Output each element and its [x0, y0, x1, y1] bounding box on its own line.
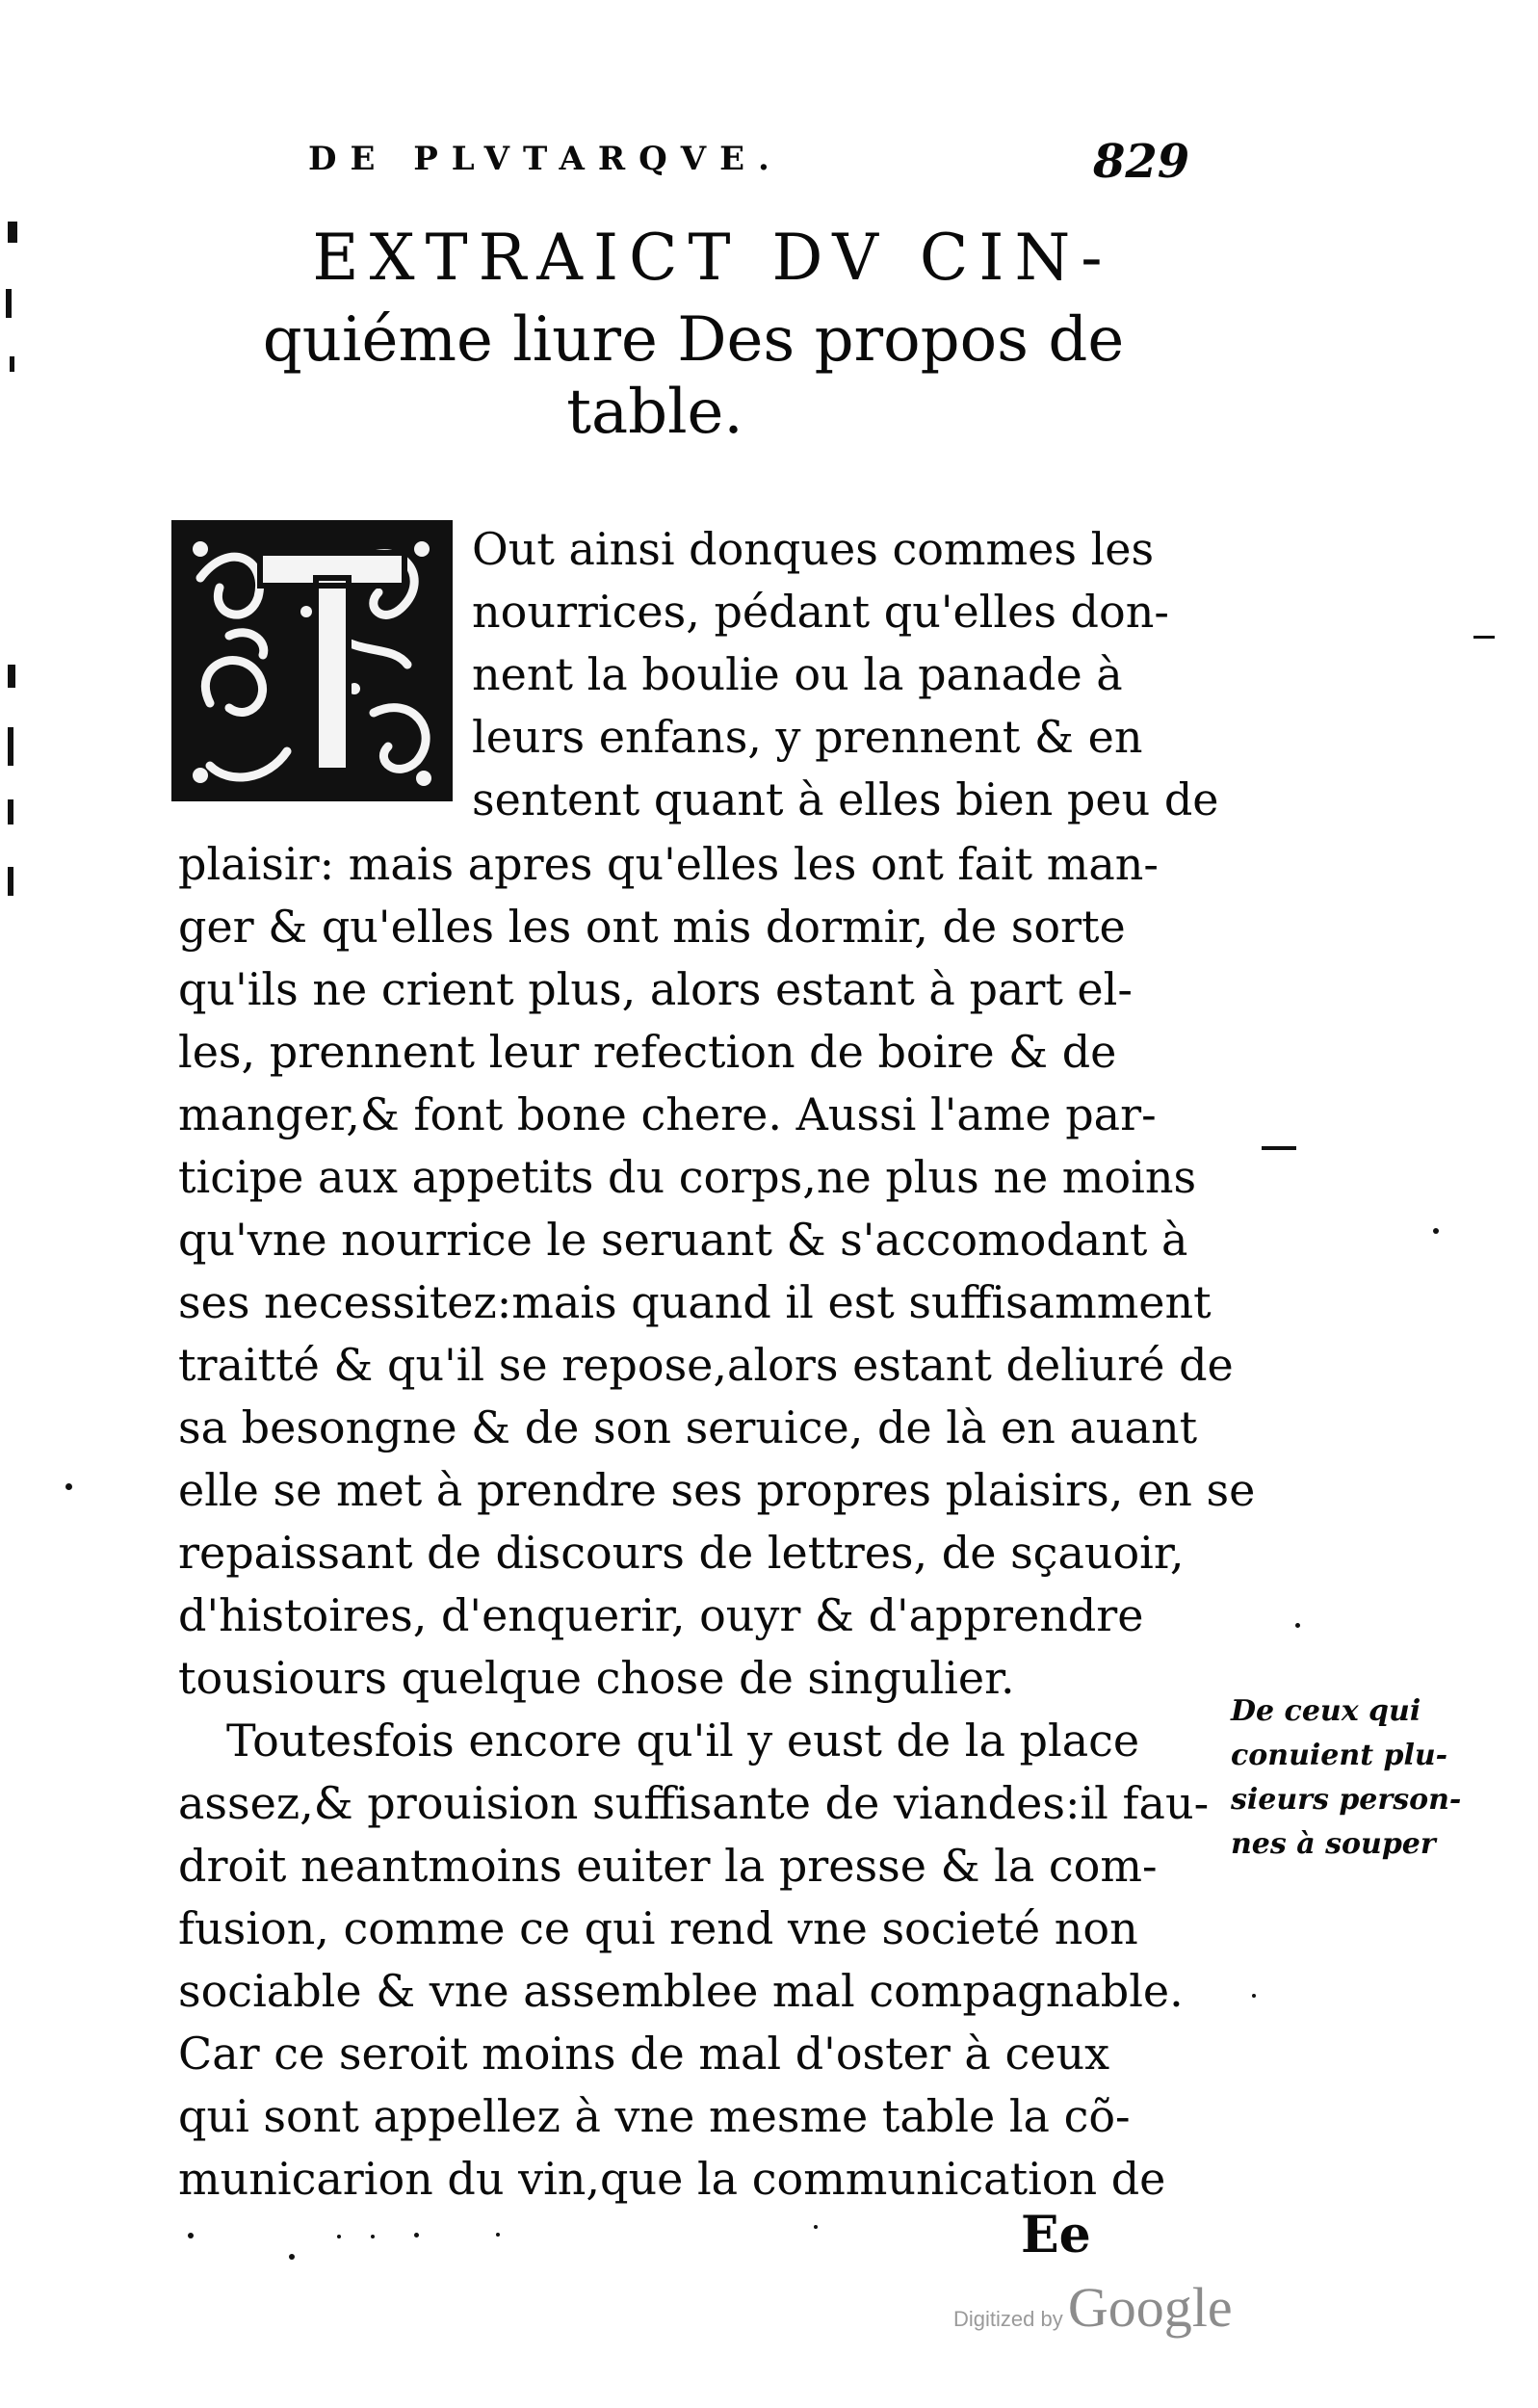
body-line: sociable & vne assemblee mal compagnable.: [178, 1965, 1184, 2017]
edge-mark: [8, 222, 17, 243]
running-head: DE PLVTARQVE.: [308, 140, 783, 178]
body-line: ger & qu'elles les ont mis dormir, de sorte: [178, 901, 1126, 953]
margin-note-line: conuient plu-: [1231, 1739, 1448, 1772]
body-line: nourrices, pédant qu'elles don-: [472, 586, 1169, 638]
print-speck: [188, 2233, 194, 2238]
chapter-title-line-2: quiéme liure Des propos de: [262, 304, 1125, 376]
print-speck: [1295, 1623, 1300, 1628]
body-line: Car ce seroit moins de mal d'oster à ceux: [178, 2028, 1110, 2080]
margin-note: [1231, 1689, 1481, 1867]
print-speck: [496, 2233, 500, 2237]
print-speck: [371, 2235, 375, 2238]
edge-mark: [8, 665, 15, 688]
print-speck: [65, 1483, 72, 1490]
edge-mark: [8, 727, 13, 766]
digitized-watermark: [953, 2275, 1233, 2340]
body-line: manger,& font bone chere. Aussi l'ame par-: [178, 1088, 1157, 1140]
body-line: qu'ils ne crient plus, alors estant à part el-: [178, 963, 1133, 1015]
body-line: leurs enfans, y prennent & en: [472, 711, 1143, 763]
signature-mark: Ee: [1021, 2206, 1091, 2264]
body-line: fusion, comme ce qui rend vne societé non: [178, 1902, 1138, 1954]
chapter-title-line-3: table.: [566, 377, 743, 448]
body-line: Toutesfois encore qu'il y eust de la place: [226, 1714, 1140, 1767]
body-line: elle se met à prendre ses propres plaisirs, en se: [178, 1464, 1256, 1516]
body-line: qu'vne nourrice le seruant & s'accomodant à: [178, 1214, 1188, 1266]
body-line: ses necessitez:mais quand il est suffisamment: [178, 1276, 1212, 1328]
ornament-icon: [171, 520, 453, 801]
margin-note-line: De ceux qui: [1231, 1694, 1421, 1728]
print-speck: [814, 2225, 818, 2229]
body-line: traitté & qu'il se repose,alors estant deliuré de: [178, 1339, 1234, 1391]
body-line: assez,& prouision suffisante de viandes:il fau-: [178, 1777, 1210, 1829]
body-line: municarion du vin,que la communication de: [178, 2153, 1166, 2205]
margin-note-line: nes à souper: [1231, 1827, 1436, 1861]
print-speck: [337, 2235, 341, 2238]
body-line: plaisir: mais apres qu'elles les ont fait man-: [178, 838, 1159, 890]
body-line: repaissant de discours de lettres, de sçauoir,: [178, 1527, 1185, 1579]
body-line: qui sont appellez à vne mesme table la cõ-: [178, 2090, 1131, 2142]
body-line: ticipe aux appetits du corps,ne plus ne moins: [178, 1151, 1197, 1203]
edge-mark: [8, 799, 13, 824]
margin-note-line: sieurs person-: [1231, 1783, 1462, 1817]
body-line: tousiours quelque chose de singulier.: [178, 1652, 1015, 1704]
chapter-title-line-1: EXTRAICT DV CIN-: [312, 221, 1113, 295]
body-line: nent la boulie ou la panade à: [472, 648, 1123, 700]
edge-mark: [1262, 1146, 1296, 1150]
page-number: 829: [1093, 135, 1190, 189]
body-line: droit neantmoins euiter la presse & la com-: [178, 1840, 1158, 1892]
body-line: sa besongne & de son seruice, de là en auant: [178, 1401, 1198, 1453]
google-logo: Google: [1067, 2276, 1233, 2339]
body-line: les, prennent leur refection de boire & de: [178, 1026, 1117, 1078]
print-speck: [1252, 1994, 1256, 1998]
body-line: d'histoires, d'enquerir, ouyr & d'apprendre: [178, 1589, 1144, 1641]
edge-mark: [1473, 636, 1495, 639]
watermark-prefix: Digitized by: [953, 2307, 1063, 2331]
edge-mark: [10, 356, 14, 372]
body-line: Out ainsi donques commes les: [472, 523, 1155, 575]
edge-mark: [8, 867, 13, 896]
print-speck: [414, 2233, 419, 2238]
print-speck: [1433, 1228, 1439, 1234]
edge-mark: [6, 289, 12, 318]
body-line: sentent quant à elles bien peu de: [472, 773, 1219, 825]
decorated-initial: [171, 520, 453, 801]
print-speck: [289, 2254, 295, 2260]
